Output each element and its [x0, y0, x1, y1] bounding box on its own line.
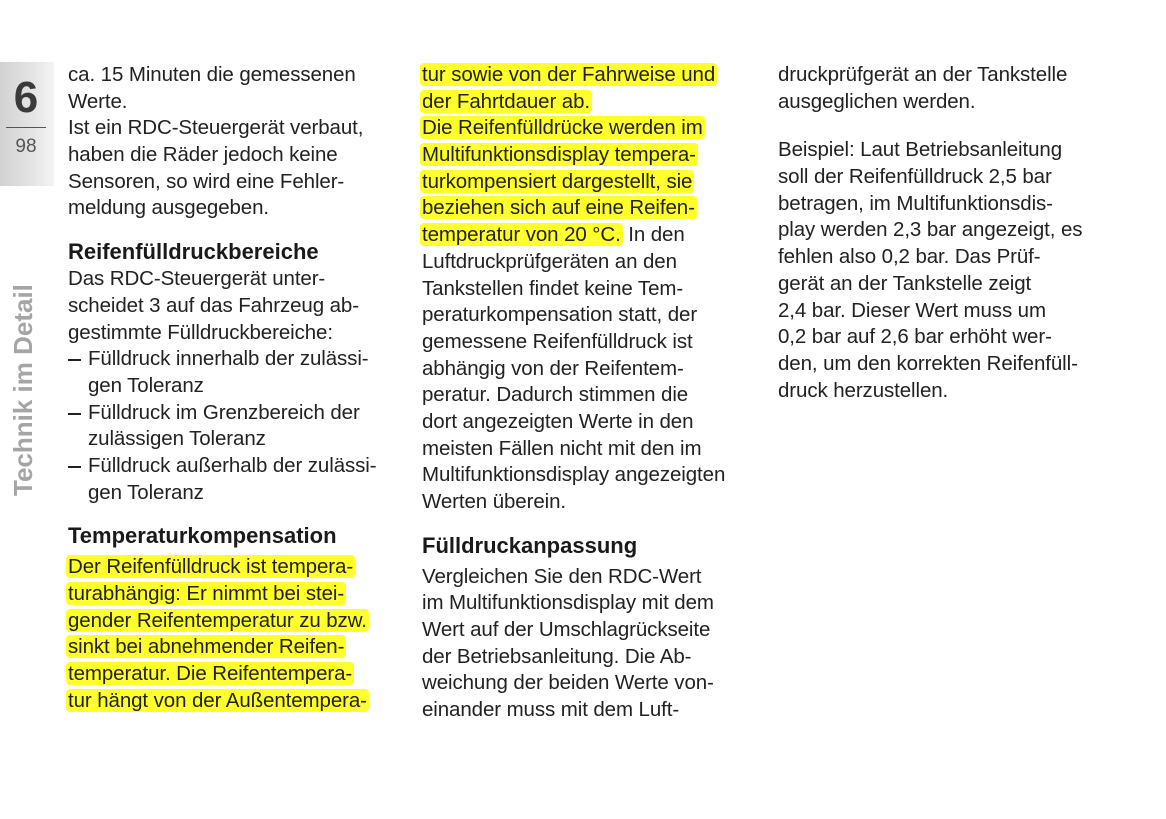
text-line: gerät an der Tankstelle zeigt — [778, 271, 1032, 295]
text-line: druck herzustellen. — [778, 378, 949, 402]
paragraph — [422, 115, 767, 515]
text-line: gestimmte Fülldruckbereiche: — [68, 320, 333, 344]
text-line: meldung ausgegeben. — [68, 196, 269, 220]
list-item: Fülldruck außerhalb der zulässi- — [68, 453, 408, 480]
text-fragment: In den — [622, 223, 685, 247]
text-line: play werden 2,3 bar angezeigt, es — [778, 218, 1083, 242]
list-item: Fülldruck im Grenzbereich der — [68, 400, 408, 427]
highlighted-text: beziehen sich auf eine Reifen- — [422, 196, 695, 220]
highlighted-text: der Fahrtdauer ab. — [422, 89, 590, 113]
paragraph — [422, 564, 767, 724]
highlighted-text: turabhängig: Er nimmt bei stei- — [68, 582, 345, 605]
highlighted-text: Die Reifenfülldrücke werden im — [422, 116, 703, 140]
text-column-2 — [422, 62, 767, 724]
highlighted-text: gender Reifentemperatur zu bzw. — [68, 608, 367, 632]
text-line: Wert auf der Umschlagrückseite — [422, 618, 711, 642]
paragraph — [68, 266, 408, 346]
text-line: Ist ein RDC-Steuergerät verbaut, — [68, 116, 364, 140]
text-line: druckprüfgerät an der Tankstelle — [778, 63, 1068, 86]
text-line: Luftdruckprüfgeräten an den — [422, 249, 677, 273]
highlighted-text: tur sowie von der Fahrweise und — [422, 63, 716, 86]
text-line: peraturkompensation statt, der — [422, 303, 698, 327]
section-label-vertical: Technik im Detail — [8, 284, 38, 496]
text-line: der Betriebsanleitung. Die Ab- — [422, 644, 692, 668]
text-column-1 — [68, 62, 408, 714]
text-line: abhängig von der Reifentem- — [422, 356, 684, 380]
text-line: Beispiel: Laut Betriebsanleitung — [778, 138, 1062, 162]
text-line: Werte. — [68, 89, 128, 113]
text-line: einander muss mit dem Luft- — [422, 698, 680, 722]
text-line: haben die Räder jedoch keine — [68, 143, 338, 167]
highlighted-text: Multifunktionsdisplay tempera- — [422, 143, 696, 167]
text-line: Das RDC-Steuergerät unter- — [68, 267, 326, 291]
highlighted-paragraph — [68, 554, 408, 714]
text-line: Tankstellen findet keine Tem- — [422, 276, 684, 300]
text-line: dort angezeigten Werte in den — [422, 409, 694, 433]
highlighted-text: temperatur. Die Reifentempera- — [68, 662, 353, 686]
section-heading: Temperaturkompensation — [68, 523, 337, 549]
text-column-3 — [778, 62, 1148, 404]
text-line: gen Toleranz — [88, 373, 204, 397]
chapter-number: 6 — [13, 73, 39, 122]
text-line: 2,4 bar. Dieser Wert muss um — [778, 298, 1046, 322]
example-paragraph — [778, 137, 1148, 404]
highlighted-text: Der Reifenfülldruck ist tempera- — [68, 555, 354, 579]
section-heading: Fülldruckanpassung — [422, 532, 638, 558]
text-line: scheidet 3 auf das Fahrzeug ab- — [68, 293, 359, 317]
highlighted-text: sinkt bei abnehmender Reifen- — [68, 635, 345, 659]
text-line: gemessene Reifenfülldruck ist — [422, 329, 693, 353]
page-number: 98 — [15, 136, 37, 157]
highlighted-text: turkompensiert dargestellt, sie — [422, 169, 693, 193]
text-line: Multifunktionsdisplay angezeigten — [422, 463, 726, 487]
paragraph — [68, 115, 408, 222]
list-item: Fülldruck innerhalb der zulässi- — [68, 346, 408, 373]
text-line: zulässigen Toleranz — [88, 427, 266, 451]
text-line: meisten Fällen nicht mit den im — [422, 436, 702, 460]
text-line: gen Toleranz — [88, 480, 204, 504]
text-line: Sensoren, so wird eine Fehler- — [68, 169, 345, 193]
paragraph — [68, 62, 408, 115]
text-line: weichung der beiden Werte von- — [422, 671, 714, 695]
section-heading: Reifenfülldruckbereiche — [68, 239, 319, 265]
text-line: 0,2 bar auf 2,6 bar erhöht wer- — [778, 325, 1052, 349]
highlighted-paragraph — [422, 62, 767, 115]
text-line: ausgeglichen werden. — [778, 89, 976, 113]
paragraph — [778, 62, 1148, 115]
text-line: fehlen also 0,2 bar. Das Prüf- — [778, 245, 1041, 269]
bullet-list — [68, 346, 408, 506]
text-line: betragen, im Multifunktionsdis- — [778, 191, 1053, 215]
text-line: Werten überein. — [422, 490, 566, 513]
text-line: Vergleichen Sie den RDC-Wert — [422, 564, 702, 588]
text-line: ca. 15 Minuten die gemessenen — [68, 63, 356, 86]
text-line: peratur. Dadurch stimmen die — [422, 383, 689, 407]
chapter-divider — [6, 127, 46, 128]
text-line: im Multifunktionsdisplay mit dem — [422, 591, 714, 615]
highlighted-text: tur hängt von der Außentempera- — [68, 688, 367, 712]
text-line: den, um den korrekten Reifenfüll- — [778, 351, 1078, 375]
highlighted-text: temperatur von 20 °C. — [422, 223, 621, 247]
text-line: soll der Reifenfülldruck 2,5 bar — [778, 165, 1052, 189]
